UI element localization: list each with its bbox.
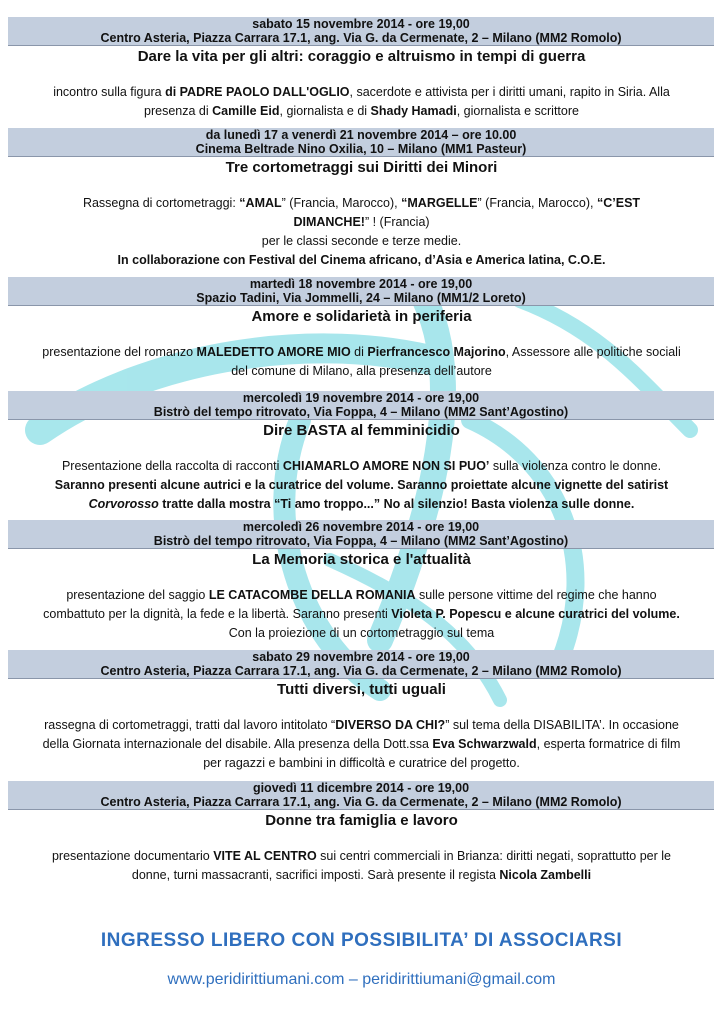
event-title: Tutti diversi, tutti uguali bbox=[277, 681, 446, 698]
text-segment: di bbox=[350, 345, 368, 359]
event-description bbox=[10, 847, 713, 885]
text-segment: presentazione documentario bbox=[51, 849, 214, 863]
text-segment: rassegna di cortometraggi, tratti dal lavoro intitolato “ bbox=[44, 718, 336, 732]
text-segment: Pierfrancesco Majorino bbox=[367, 345, 506, 359]
event-description bbox=[10, 343, 713, 381]
event-header-band bbox=[8, 781, 714, 810]
event-date: mercoledì 19 novembre 2014 - ore 19,00 bbox=[242, 391, 480, 405]
event-description bbox=[10, 457, 713, 514]
description-line bbox=[10, 362, 713, 381]
event-title: Amore e solidarietà in periferia bbox=[251, 308, 472, 325]
description-line bbox=[10, 343, 713, 362]
text-segment: Eva Schwarzwald bbox=[432, 737, 537, 751]
description-line bbox=[10, 586, 713, 605]
text-segment: ” (Francia, Marocco), bbox=[281, 196, 402, 210]
text-segment: ” sul tema della DISABILITA’. In occasione bbox=[445, 718, 679, 732]
description-line bbox=[10, 194, 713, 213]
text-segment: Violeta P. Popescu e alcune curatrici del volume. bbox=[391, 607, 680, 621]
description-line bbox=[10, 866, 713, 885]
event-venue: Spazio Tadini, Via Jommelli, 24 – Milano (MM1/2 Loreto) bbox=[196, 291, 526, 305]
description-line bbox=[10, 102, 713, 121]
event-date: sabato 15 novembre 2014 - ore 19,00 bbox=[252, 17, 470, 31]
contact-links[interactable]: www.peridirittiumani.com – peridirittiumani@gmail.com bbox=[167, 971, 556, 988]
text-segment: donne, turni massacranti, sacrifici imposti. Sarà presente il regista bbox=[131, 868, 500, 882]
text-segment: Shady Hamadi bbox=[370, 104, 457, 118]
description-line bbox=[10, 476, 713, 495]
event-header-band bbox=[8, 17, 714, 46]
description-line bbox=[10, 716, 713, 735]
text-segment: sulle persone vittime del regime che hanno bbox=[415, 588, 657, 602]
text-segment: del comune di Milano, alla presenza dell’autore bbox=[231, 364, 492, 378]
text-segment: Nicola Zambelli bbox=[499, 868, 592, 882]
event-title: La Memoria storica e l'attualità bbox=[252, 551, 471, 568]
event-date: giovedì 11 dicembre 2014 - ore 19,00 bbox=[252, 781, 470, 795]
event-description bbox=[10, 716, 713, 773]
text-segment: VITE AL CENTRO bbox=[213, 849, 317, 863]
text-segment: CHIAMARLO AMORE NON SI PUO’ bbox=[282, 459, 490, 473]
text-segment: LE CATACOMBE DELLA ROMANIA bbox=[208, 588, 416, 602]
event-date: sabato 29 novembre 2014 - ore 19,00 bbox=[252, 650, 470, 664]
text-segment: , esperta formatrice di film bbox=[536, 737, 681, 751]
description-line bbox=[10, 83, 713, 102]
text-segment: tratte dalla mostra “Ti amo troppo...” No al silenzio! Basta violenza sulle donne. bbox=[158, 497, 635, 511]
description-line bbox=[10, 735, 713, 754]
description-line bbox=[10, 847, 713, 866]
text-segment: MALEDETTO AMORE MIO bbox=[196, 345, 351, 359]
text-segment: ” ! (Francia) bbox=[364, 215, 430, 229]
text-segment: Saranno presenti alcune autrici e la curatrice del volume. Saranno proiettate alcune vignette del satirist bbox=[54, 478, 669, 492]
text-segment: Corvorosso bbox=[88, 497, 159, 511]
text-segment: incontro sulla figura bbox=[53, 85, 166, 99]
description-line bbox=[10, 605, 713, 624]
event-description bbox=[10, 194, 713, 270]
event-header-band bbox=[8, 277, 714, 306]
free-entry-headline: INGRESSO LIBERO CON POSSIBILITA’ DI ASSOCIARSI bbox=[100, 930, 623, 951]
event-venue: Centro Asteria, Piazza Carrara 17.1, ang. Via G. da Cermenate, 2 – Milano (MM2 Romolo) bbox=[100, 795, 622, 809]
text-segment: , giornalista e scrittore bbox=[456, 104, 579, 118]
text-segment: combattuto per la dignità, la fede e la libertà. Saranno presenti bbox=[43, 607, 392, 621]
description-line bbox=[10, 251, 713, 270]
text-segment: In collaborazione con Festival del Cinema africano, d’Asia e America latina, C.O.E. bbox=[117, 253, 606, 267]
description-line bbox=[10, 213, 713, 232]
event-header-band bbox=[8, 391, 714, 420]
event-header-band bbox=[8, 128, 714, 157]
text-segment: DIVERSO DA CHI? bbox=[335, 718, 446, 732]
text-segment: “MARGELLE bbox=[401, 196, 478, 210]
text-segment: ” (Francia, Marocco), bbox=[477, 196, 597, 210]
text-segment: Camille Eid bbox=[212, 104, 280, 118]
description-line bbox=[10, 754, 713, 773]
description-line bbox=[10, 624, 713, 643]
description-line bbox=[10, 457, 713, 476]
event-venue: Bistrò del tempo ritrovato, Via Foppa, 4 – Milano (MM2 Sant’Agostino) bbox=[153, 405, 569, 419]
event-header-band bbox=[8, 650, 714, 679]
text-segment: , sacerdote e attivista per i diritti umani, rapito in Siria. Alla bbox=[349, 85, 670, 99]
text-segment: Rassegna di cortometraggi: bbox=[82, 196, 240, 210]
text-segment: sulla violenza contro le donne. bbox=[489, 459, 662, 473]
event-description bbox=[10, 586, 713, 643]
text-segment: presentazione del saggio bbox=[66, 588, 209, 602]
text-segment: DIMANCHE! bbox=[293, 215, 365, 229]
event-title: Dare la vita per gli altri: coraggio e altruismo in tempi di guerra bbox=[137, 48, 586, 65]
text-segment: “AMAL bbox=[239, 196, 282, 210]
description-line bbox=[10, 495, 713, 514]
event-description bbox=[10, 83, 713, 121]
event-venue: Bistrò del tempo ritrovato, Via Foppa, 4 – Milano (MM2 Sant’Agostino) bbox=[153, 534, 569, 548]
text-segment: della Giornata internazionale del disabile. Alla presenza della Dott.ssa bbox=[42, 737, 433, 751]
text-segment: , giornalista e di bbox=[279, 104, 371, 118]
text-segment: presenza di bbox=[144, 104, 213, 118]
event-date: mercoledì 26 novembre 2014 - ore 19,00 bbox=[242, 520, 480, 534]
event-venue: Centro Asteria, Piazza Carrara 17.1, ang. Via G. da Cermenate, 2 – Milano (MM2 Romolo) bbox=[100, 664, 622, 678]
event-venue: Centro Asteria, Piazza Carrara 17.1, ang. Via G. da Cermenate, 2 – Milano (MM2 Romolo) bbox=[100, 31, 622, 45]
event-header-band bbox=[8, 520, 714, 549]
event-date: martedì 18 novembre 2014 - ore 19,00 bbox=[249, 277, 473, 291]
text-segment: per le classi seconde e terze medie. bbox=[261, 234, 462, 248]
text-segment: sui centri commerciali in Brianza: diritti negati, soprattutto per le bbox=[316, 849, 672, 863]
text-segment: “C’EST bbox=[596, 196, 641, 210]
event-venue: Cinema Beltrade Nino Oxilia, 10 – Milano (MM1 Pasteur) bbox=[195, 142, 527, 156]
text-segment: , Assessore alle politiche sociali bbox=[505, 345, 681, 359]
event-title: Donne tra famiglia e lavoro bbox=[265, 812, 458, 829]
event-title: Dire BASTA al femminicidio bbox=[263, 422, 460, 439]
text-segment: presentazione del romanzo bbox=[42, 345, 197, 359]
description-line bbox=[10, 232, 713, 251]
text-segment: Con la proiezione di un cortometraggio sul tema bbox=[228, 626, 495, 640]
text-segment: di PADRE PAOLO DALL'OGLIO bbox=[165, 85, 350, 99]
text-segment: Presentazione della raccolta di racconti bbox=[61, 459, 283, 473]
event-title: Tre cortometraggi sui Diritti dei Minori bbox=[225, 159, 498, 176]
text-segment: per ragazzi e bambini in difficoltà e curatrice del progetto. bbox=[203, 756, 520, 770]
event-date: da lunedì 17 a venerdì 21 novembre 2014 – ore 10.00 bbox=[205, 128, 517, 142]
